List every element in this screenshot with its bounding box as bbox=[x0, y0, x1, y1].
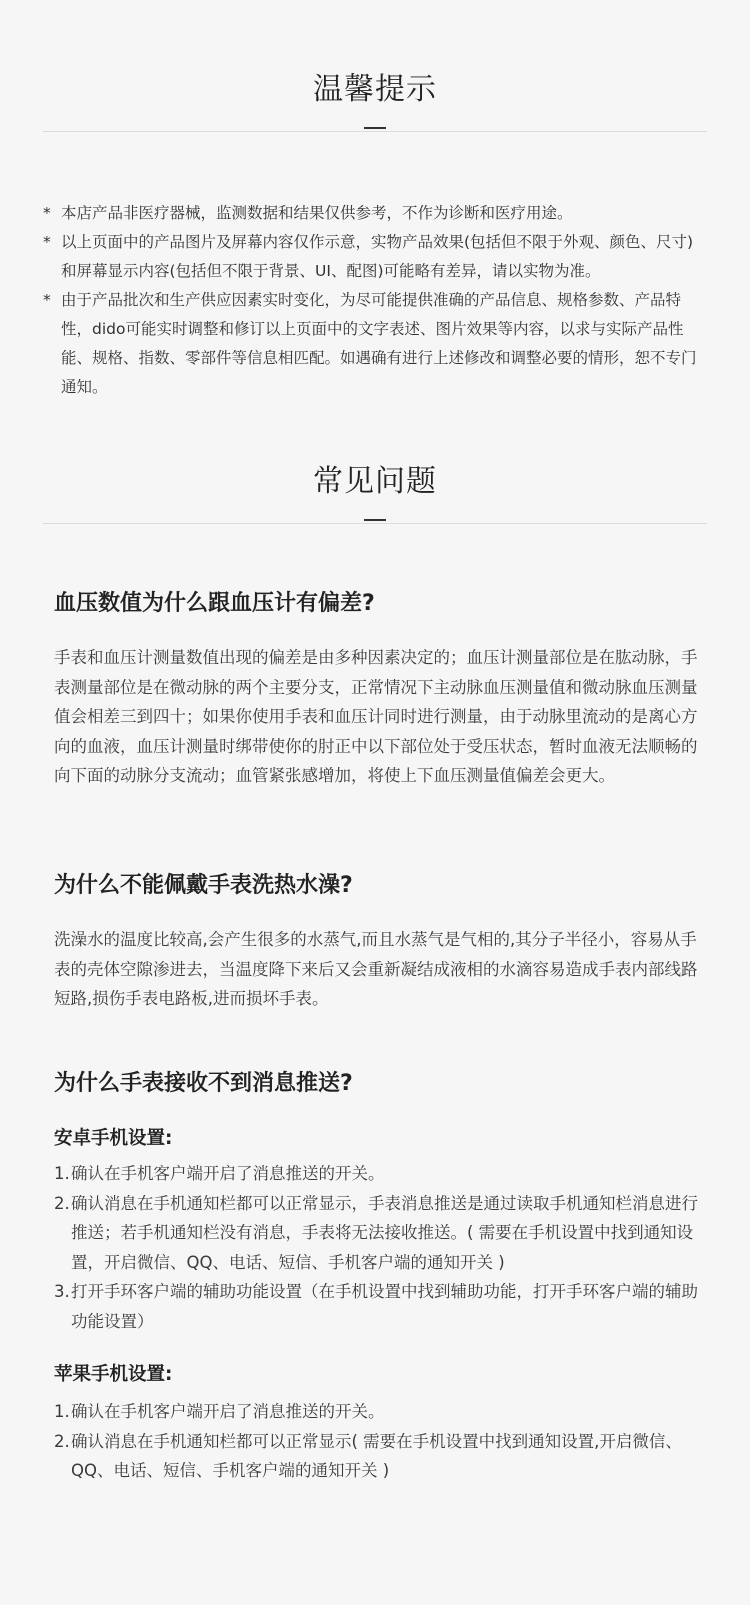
step-number: 2. bbox=[54, 1193, 70, 1213]
tips-item-text: 本店产品非医疗器械，监测数据和结果仅供参考，不作为诊断和医疗用途。 bbox=[61, 204, 573, 222]
faq-answer: 洗澡水的温度比较高,会产生很多的水蒸气,而且水蒸气是气相的,其分子半径小，容易从手表的壳体空隙渗进去，当温度降下来后又会重新凝结成液相的水滴容易造成手表内部线路短路,损伤手表电路板,进而损坏手表。 bbox=[54, 930, 698, 1008]
faq-header bbox=[43, 462, 707, 524]
tips-list bbox=[43, 199, 707, 402]
bullet-star: * bbox=[43, 233, 51, 251]
step-number: 1. bbox=[54, 1164, 70, 1183]
tips-header bbox=[43, 70, 707, 132]
step-text: 确认消息在手机通知栏都可以正常显示( 需要在手机设置中找到通知设置,开启微信、QQ、电话、短信、手机客户端的通知开关 ) bbox=[71, 1431, 682, 1480]
apple-steps bbox=[54, 1397, 704, 1486]
step-number: 1. bbox=[54, 1402, 70, 1421]
faq-item bbox=[54, 1069, 704, 1099]
step-item bbox=[54, 1397, 704, 1427]
faq-title-dash bbox=[364, 519, 386, 521]
step-text: 确认在手机客户端开启了消息推送的开关。 bbox=[71, 1402, 385, 1421]
tips-divider bbox=[43, 131, 707, 132]
step-text: 确认消息在手机通知栏都可以正常显示，手表消息推送是通过读取手机通知栏消息进行推送；若手机通知栏没有消息，手表将无法接收推送。( 需要在手机设置中找到通知设置，开启微信、QQ、电话、短信、手机客户端的通知开关 ) bbox=[71, 1193, 698, 1272]
faq-divider bbox=[43, 523, 707, 524]
android-steps bbox=[54, 1159, 704, 1336]
faq-question: 血压数值为什么跟血压计有偏差? bbox=[54, 591, 375, 616]
tips-item-text: 由于产品批次和生产供应因素实时变化，为尽可能提供准确的产品信息、规格参数、产品特性，dido可能实时调整和修订以上页面中的文字表述、图片效果等内容，以求与实际产品性能、规格、指数、零部件等信息相匹配。如遇确有进行上述修改和调整必要的情形，恕不专门通知。 bbox=[61, 291, 697, 396]
tips-item-text: 以上页面中的产品图片及屏幕内容仅作示意，实物产品效果(包括但不限于外观、颜色、尺寸)和屏幕显示内容(包括但不限于背景、UI、配图)可能略有差异，请以实物为准。 bbox=[61, 233, 694, 280]
faq-title: 常见问题 bbox=[313, 464, 437, 499]
apple-settings-title: 苹果手机设置: bbox=[54, 1364, 173, 1385]
step-item bbox=[54, 1189, 704, 1278]
tips-title: 温馨提示 bbox=[313, 72, 437, 107]
faq-item bbox=[54, 589, 704, 619]
tips-title-dash bbox=[364, 127, 386, 129]
step-item bbox=[54, 1427, 704, 1486]
android-settings-title: 安卓手机设置: bbox=[54, 1128, 173, 1149]
tips-item bbox=[43, 286, 707, 402]
faq-question: 为什么手表接收不到消息推送? bbox=[54, 1071, 353, 1096]
tips-item bbox=[43, 199, 707, 228]
faq-answer-block bbox=[54, 643, 704, 791]
step-text: 打开手环客户端的辅助功能设置（在手机设置中找到辅助功能，打开手环客户端的辅助功能设置） bbox=[71, 1282, 698, 1331]
tips-item bbox=[43, 228, 707, 286]
faq-answer: 手表和血压计测量数值出现的偏差是由多种因素决定的；血压计测量部位是在肱动脉，手表测量部位是在微动脉的两个主要分支，正常情况下主动脉血压测量值和微动脉血压测量值会相差三到四十；如果你使用手表和血压计同时进行测量，由于动脉里流动的是离心方向的血液，血压计测量时绑带使你的肘正中以下部位处于受压状态，暂时血液无法顺畅的向下面的动脉分支流动；血管紧张感增加，将使上下血压测量值偏差会更大。 bbox=[54, 648, 698, 785]
faq-answer-block bbox=[54, 925, 704, 1014]
faq-item bbox=[54, 871, 704, 901]
step-number: 3. bbox=[54, 1282, 70, 1301]
bullet-star: * bbox=[43, 291, 51, 309]
step-number: 2. bbox=[54, 1431, 70, 1451]
step-item bbox=[54, 1159, 704, 1189]
step-text: 确认在手机客户端开启了消息推送的开关。 bbox=[71, 1164, 385, 1183]
step-item bbox=[54, 1277, 704, 1336]
faq-question: 为什么不能佩戴手表洗热水澡? bbox=[54, 873, 353, 898]
bullet-star: * bbox=[43, 204, 51, 222]
